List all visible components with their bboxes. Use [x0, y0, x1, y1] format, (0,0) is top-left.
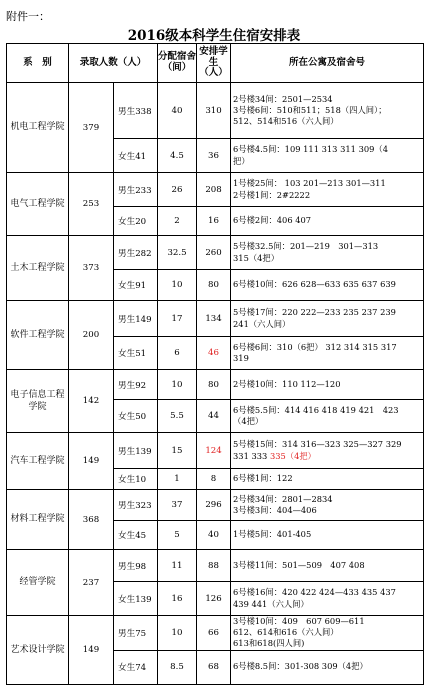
gender-count: 女生91 [114, 270, 158, 301]
table-row [7, 433, 424, 469]
address-line: 3号楼10间：409 607 609—611 [233, 616, 365, 626]
dormitory-table [6, 43, 424, 685]
dorm-address [231, 616, 424, 651]
students-count: 134 [197, 301, 231, 337]
address-line: 6号楼16间：420 422 424—433 435 437 [233, 587, 396, 598]
dorm-address [231, 433, 424, 469]
dorm-address [231, 270, 424, 301]
students-count: 80 [197, 370, 231, 400]
dorm-address [231, 83, 424, 139]
address-line: 2号楼34间：2501—2534 [233, 93, 333, 104]
students-count: 260 [197, 236, 231, 270]
table-row [7, 83, 424, 139]
gender-count: 男生98 [114, 550, 158, 582]
rooms-count: 4.5 [158, 139, 197, 173]
rooms-count: 17 [158, 301, 197, 337]
gender-count: 女生45 [114, 521, 158, 550]
dorm-address [231, 236, 424, 270]
header-address: 所在公寓及宿舍号 [231, 44, 424, 83]
gender-count: 女生51 [114, 337, 158, 370]
rooms-count: 16 [158, 582, 197, 616]
address-line: 2号楼34间：2801—2834 [233, 493, 333, 504]
address-line: 6号楼1间：122 [233, 473, 293, 484]
address-line: 315（4把） [233, 252, 280, 263]
rooms-count: 8.5 [158, 650, 197, 684]
gender-count: 男生282 [114, 236, 158, 270]
address-line: 331 333 335（4把） [233, 450, 316, 461]
rooms-count: 40 [158, 83, 197, 139]
dorm-address [231, 582, 424, 616]
rooms-count: 2 [158, 207, 197, 236]
address-line: 439 441（六人间） [233, 598, 309, 609]
students-count: 88 [197, 550, 231, 582]
address-line: 1号楼25间： 103 201—213 301—311 [233, 178, 386, 189]
rooms-count: 10 [158, 370, 197, 400]
dorm-address [231, 550, 424, 582]
students-count: 8 [197, 469, 231, 490]
rooms-count: 11 [158, 550, 197, 582]
gender-count: 男生139 [114, 433, 158, 469]
students-count: 296 [197, 490, 231, 521]
header-dept: 系 别 [7, 44, 69, 83]
table-row [7, 301, 424, 337]
college-total: 200 [69, 301, 114, 370]
address-line: 6号楼5.5间：414 416 418 419 421 423 [233, 404, 399, 415]
page-title: 2016级本科学生住宿安排表 [127, 28, 301, 44]
attachment-label: 附件一： [6, 10, 50, 23]
college-name: 艺术设计学院 [7, 616, 69, 685]
college-name: 电子信息工程学院 [7, 370, 69, 433]
rooms-count: 6 [158, 337, 197, 370]
college-total: 368 [69, 490, 114, 550]
rooms-count: 1 [158, 469, 197, 490]
college-name: 土木工程学院 [7, 236, 69, 301]
header-row [7, 44, 424, 83]
table-row [7, 173, 424, 207]
rooms-count: 5.5 [158, 400, 197, 433]
students-count: 126 [197, 582, 231, 616]
rooms-count: 10 [158, 270, 197, 301]
address-line: 3号楼3间：404—406 [233, 505, 317, 515]
rooms-count: 37 [158, 490, 197, 521]
address-line: 612、614和616（六人间） [233, 627, 339, 638]
header-enroll: 录取人数（人） [69, 44, 158, 83]
address-line: 1号楼5间：401-405 [233, 529, 312, 540]
dorm-address [231, 521, 424, 550]
table-row [7, 490, 424, 521]
college-name: 经管学院 [7, 550, 69, 616]
college-total: 373 [69, 236, 114, 301]
dorm-address [231, 301, 424, 337]
dorm-address [231, 469, 424, 490]
address-highlight: 335（4把） [269, 450, 316, 461]
table-row [7, 550, 424, 582]
address-line: 6号楼2间：406 407 [233, 215, 312, 226]
gender-count: 男生75 [114, 616, 158, 651]
college-total: 149 [69, 433, 114, 490]
students-count: 66 [197, 616, 231, 651]
dorm-address [231, 139, 424, 173]
dorm-address [231, 400, 424, 433]
dorm-address [231, 207, 424, 236]
rooms-count: 10 [158, 616, 197, 651]
header-rooms: 分配宿舍（间） [158, 44, 197, 83]
gender-count: 女生50 [114, 400, 158, 433]
gender-count: 女生20 [114, 207, 158, 236]
address-line: （4把） [233, 416, 264, 426]
college-total: 379 [69, 83, 114, 173]
college-name: 材料工程学院 [7, 490, 69, 550]
gender-count: 男生338 [114, 83, 158, 139]
address-line: 5号楼15间：314 316—323 325—327 329 [233, 439, 402, 450]
students-count: 40 [197, 521, 231, 550]
gender-count: 女生139 [114, 582, 158, 616]
gender-count: 女生41 [114, 139, 158, 173]
students-count: 80 [197, 270, 231, 301]
college-total: 253 [69, 173, 114, 236]
students-count: 124 [197, 433, 231, 469]
college-total: 142 [69, 370, 114, 433]
dorm-address [231, 650, 424, 684]
address-line: 319 [233, 353, 249, 363]
address-line: 5号楼32.5间：201—219 301—313 [233, 241, 379, 252]
address-line: 512、514和516（六人间） [233, 116, 339, 127]
address-line: 2号楼1间：2#2222 [233, 189, 311, 200]
header-students: 安排学生（人） [197, 44, 231, 83]
gender-count: 男生233 [114, 173, 158, 207]
students-count: 310 [197, 83, 231, 139]
gender-count: 男生323 [114, 490, 158, 521]
rooms-count: 26 [158, 173, 197, 207]
gender-count: 男生92 [114, 370, 158, 400]
table-row [7, 616, 424, 651]
college-total: 237 [69, 550, 114, 616]
rooms-count: 15 [158, 433, 197, 469]
college-name: 软件工程学院 [7, 301, 69, 370]
college-name: 电气工程学院 [7, 173, 69, 236]
address-line: 5号楼17间：220 222—233 235 237 239 [233, 307, 396, 318]
gender-count: 男生149 [114, 301, 158, 337]
table-row [7, 370, 424, 400]
students-count: 44 [197, 400, 231, 433]
students-count: 16 [197, 207, 231, 236]
address-line: 241（六人间） [233, 318, 291, 329]
dorm-address [231, 370, 424, 400]
college-name: 汽车工程学院 [7, 433, 69, 490]
address-line: 613和618(四人间) [233, 638, 305, 649]
rooms-count: 5 [158, 521, 197, 550]
gender-count: 女生10 [114, 469, 158, 490]
table-row [7, 236, 424, 270]
college-name: 机电工程学院 [7, 83, 69, 173]
address-line: 把） [233, 155, 250, 166]
address-line: 6号楼8.5间：301-308 309（4把） [233, 661, 368, 672]
students-count: 208 [197, 173, 231, 207]
students-count: 36 [197, 139, 231, 173]
address-line: 6号楼6间：310（6把） 312 314 315 317 [233, 341, 397, 352]
rooms-count: 32.5 [158, 236, 197, 270]
address-line: 2号楼10间：110 112—120 [233, 378, 341, 389]
dorm-address [231, 490, 424, 521]
address-line: 6号楼4.5间：109 111 313 311 309（4 [233, 144, 388, 155]
dorm-address [231, 337, 424, 370]
address-line: 3号楼11间：501—509 407 408 [233, 559, 365, 570]
college-total: 149 [69, 616, 114, 685]
address-line: 6号楼10间：626 628—633 635 637 639 [233, 279, 396, 290]
students-count: 46 [197, 337, 231, 370]
dorm-address [231, 173, 424, 207]
gender-count: 女生74 [114, 650, 158, 684]
address-line: 3号楼6间：510和511；518（四人间）； [233, 104, 387, 115]
students-count: 68 [197, 650, 231, 684]
